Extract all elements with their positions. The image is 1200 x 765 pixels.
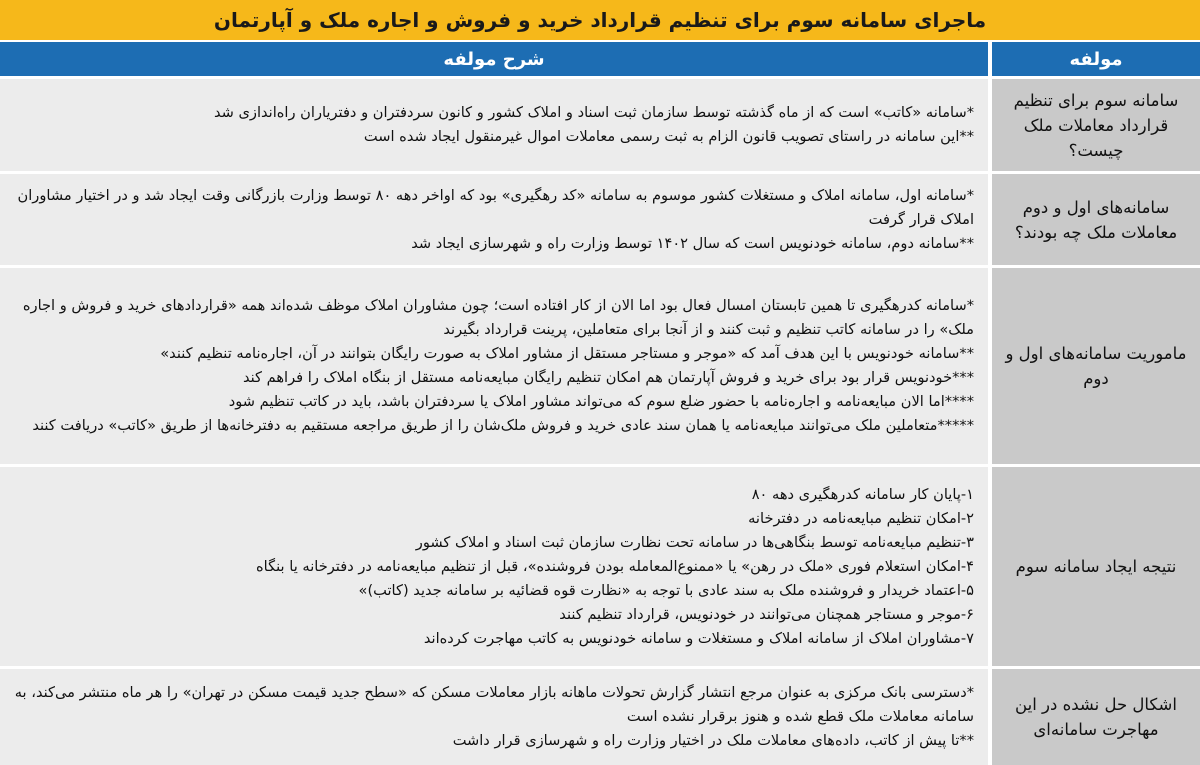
row-description bbox=[0, 467, 988, 666]
row-description bbox=[0, 79, 988, 171]
description-line: ۴-امکان استعلام فوری «ملک در رهن» یا «ممنوع‌المعامله بودن فروشنده»، قبل از تنظیم مبایعه‌نامه در دفترخانه یا بنگاه bbox=[256, 557, 974, 575]
column-header-description: شرح مولفه bbox=[0, 42, 988, 76]
description-line: *****متعاملین ملک می‌توانند مبایعه‌نامه یا همان سند عادی خرید و فروش ملک‌شان را از طریق مراجعه مستقیم به دفترخانه‌ها از طریق «کاتب» دریافت کنند bbox=[32, 417, 974, 434]
row-description bbox=[0, 174, 988, 265]
row-component-name: اشکال حل نشده در این مهاجرت سامانه‌ای bbox=[992, 669, 1200, 765]
row-component-name: ماموریت سامانه‌های اول و دوم bbox=[992, 268, 1200, 464]
column-header-component: مولفه bbox=[992, 42, 1200, 76]
description-line: ***خودنویس قرار بود برای خرید و فروش آپارتمان هم امکان تنظیم رایگان مبایعه‌نامه مستقل از بنگاه املاک را فراهم کند bbox=[242, 369, 974, 386]
description-line: ۳-تنظیم مبایعه‌نامه توسط بنگاهی‌ها در سامانه تحت نظارت سازمان ثبت اسناد و املاک کشور bbox=[415, 533, 974, 551]
table-header bbox=[0, 42, 1200, 76]
description-line: ****اما الان مبایعه‌نامه و اجاره‌نامه با حضور ضلع سوم که می‌تواند مشاور املاک یا سردفتران باشد، باید در کاتب تنظیم شود bbox=[228, 393, 974, 410]
description-line: *سامانه کدرهگیری تا همین تابستان امسال فعال بود اما الان از کار افتاده است؛ چون مشاوران املاک موظف شده‌اند همه «قراردادهای خرید و فروش و اجاره ملک» را در سامانه کاتب تنظیم و ثبت کنند و از آنجا برای متعاملین، پرینت قرارداد بگیرند bbox=[22, 297, 974, 338]
description-line: ۱-پایان کار سامانه کدرهگیری دهه ۸۰ bbox=[751, 485, 974, 503]
description-line: *دسترسی بانک مرکزی به عنوان مرجع انتشار گزارش تحولات ماهانه بازار معاملات مسکن که «سطح جدید قیمت مسکن در تهران» را هر ماه منتشر می‌کند، به سامانه معاملات ملک قطع شده و هنوز برقرار نشده است bbox=[14, 684, 974, 725]
table-row bbox=[0, 268, 1200, 464]
description-line: **سامانه دوم، سامانه خودنویس است که سال ۱۴۰۲ توسط وزارت راه و شهرسازی ایجاد شد bbox=[411, 234, 974, 252]
description-line: **این سامانه در راستای تصویب قانون الزام به ثبت رسمی معاملات اموال غیرمنقول ایجاد شده است bbox=[363, 128, 974, 145]
description-line: ۷-مشاوران املاک از سامانه املاک و مستغلات و سامانه خودنویس به کاتب مهاجرت کرده‌اند bbox=[423, 629, 974, 647]
table-row bbox=[0, 174, 1200, 265]
table-row bbox=[0, 79, 1200, 171]
description-line: ۲-امکان تنظیم مبایعه‌نامه در دفترخانه bbox=[748, 509, 974, 527]
row-component-name: سامانه سوم برای تنظیم قرارداد معاملات ملک چیست؟ bbox=[992, 79, 1200, 171]
row-component-name: سامانه‌های اول و دوم معاملات ملک چه بودند؟ bbox=[992, 174, 1200, 265]
description-line: *سامانه «کاتب» است که از ماه گذشته توسط سازمان ثبت اسناد و املاک کشور و کانون سردفتران و دفتریاران راه‌اندازی شد bbox=[213, 104, 974, 121]
description-line: ۶-موجر و مستاجر همچنان می‌توانند در خودنویس، قرارداد تنظیم کنند bbox=[559, 605, 974, 623]
description-line: **تا پیش از کاتب، داده‌های معاملات ملک در اختیار وزارت راه و شهرسازی قرار داشت bbox=[452, 732, 974, 749]
table-row bbox=[0, 669, 1200, 765]
row-description bbox=[0, 268, 988, 464]
row-description bbox=[0, 669, 988, 765]
description-line: **سامانه خودنویس با این هدف آمد که «موجر و مستاجر مستقل از مشاور املاک به صورت رایگان بتوانند در آن، اجاره‌نامه تنظیم کنند» bbox=[160, 345, 974, 362]
table-row bbox=[0, 467, 1200, 666]
description-line: *سامانه اول، سامانه املاک و مستغلات کشور موسوم به سامانه «کد رهگیری» بود که اواخر دهه ۸۰ توسط وزارت بازرگانی وقت ایجاد شد و در اختیار مشاوران املاک قرار گرفت bbox=[17, 186, 974, 228]
description-line: ۵-اعتماد خریدار و فروشنده ملک به سند عادی با توجه به «نظارت قوه قضائیه بر سامانه جدید (کاتب)» bbox=[358, 581, 974, 599]
row-component-name: نتیجه ایجاد سامانه سوم bbox=[992, 467, 1200, 666]
page-title: ماجرای سامانه سوم برای تنظیم قرارداد خرید و فروش و اجاره ملک و آپارتمان bbox=[0, 0, 1200, 40]
